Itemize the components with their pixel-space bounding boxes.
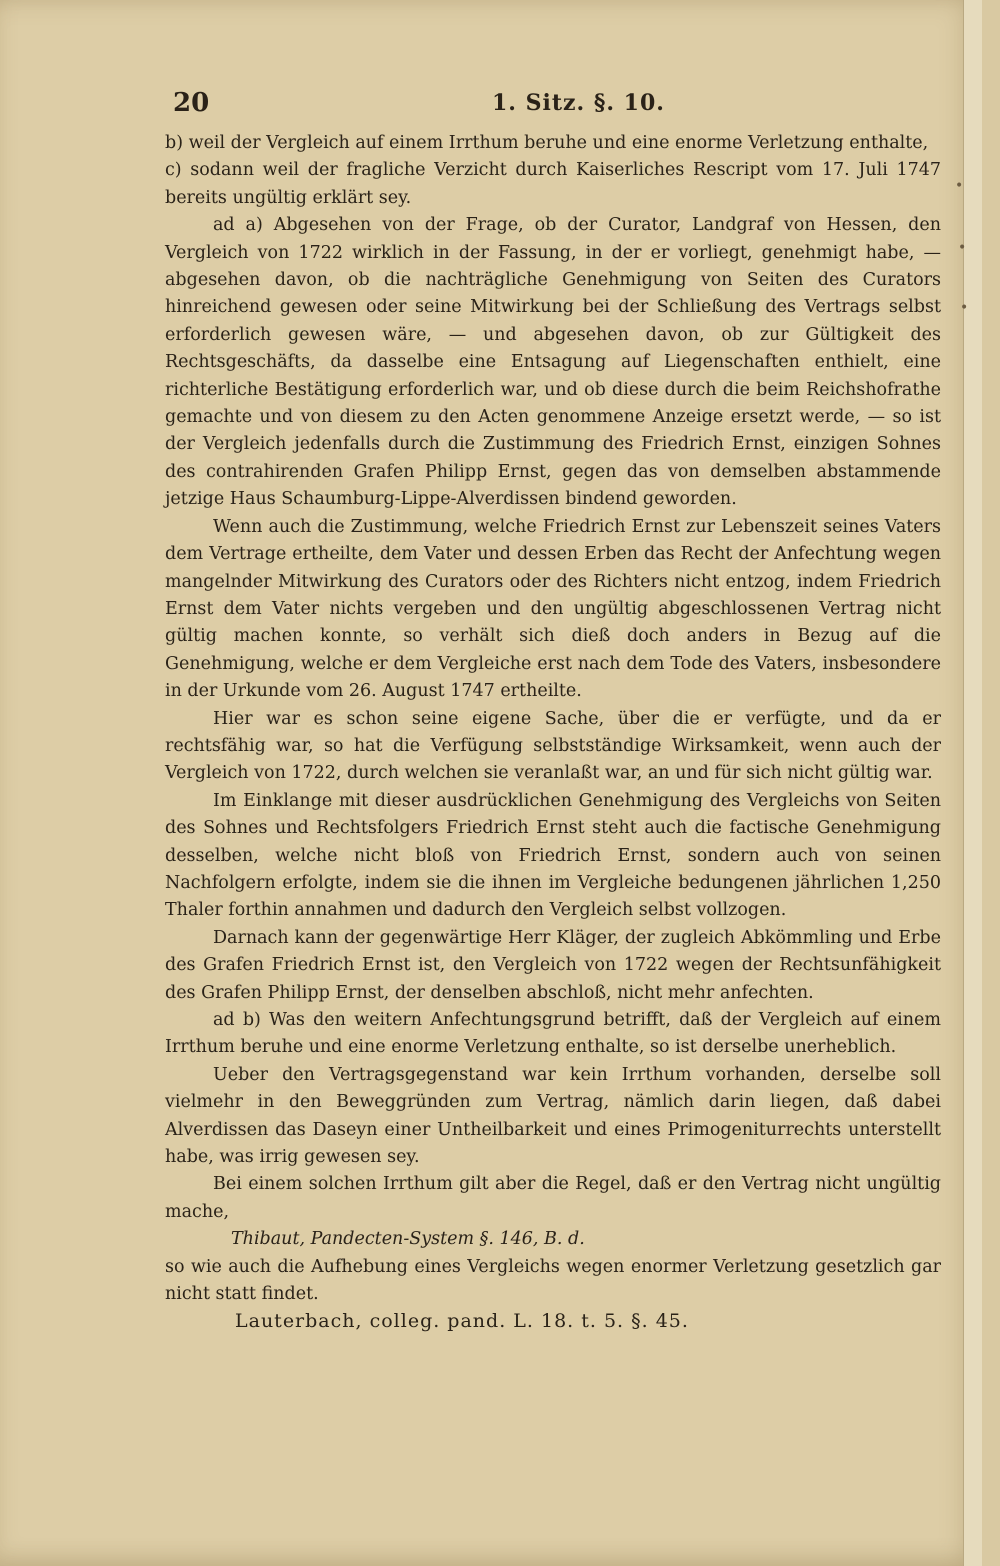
- page-header: [0, 88, 982, 128]
- page-number: 20: [173, 88, 210, 118]
- citation-lauterbach: Lauterbach, colleg. pand. L. 18. t. 5. §. 45.: [235, 1310, 689, 1333]
- paragraph-ad-b: ad b) Was den weitern Anfechtungsgrund betrifft, daß der Vergleich auf einem Irrthum beruhe und eine enorme Verletzung enthalte, so ist derselbe unerheblich.: [165, 1010, 941, 1058]
- running-title: 1. Sitz. §. 10.: [492, 90, 665, 116]
- paragraph: Darnach kann der gegenwärtige Herr Kläger, der zugleich Abkömmling und Erbe des Grafen Friedrich Ernst ist, den Vergleich von 1722 wegen der Rechtsunfähigkeit des Grafen Philipp Ernst, der denselben abschloß, nicht mehr anfechten.: [165, 927, 941, 1003]
- margin-mark: •: [958, 240, 967, 256]
- paragraph: Wenn auch die Zustimmung, welche Friedrich Ernst zur Lebenszeit seines Vaters dem Vertrage ertheilte, dem Vater und dessen Erben das Recht der Anfechtung wegen mangelnder Mitwirkung des Curators oder des Richters nicht entzog, indem Friedrich Ernst dem Vater nichts vergeben und den ungültig abgeschlossenen Vertrag nicht gültig machen konnte, so verhält sich dieß doch anders in Bezug auf die Genehmigung, welche er dem Vergleiche erst nach dem Tode des Vaters, insbesondere in der Urkunde vom 26. August 1747 ertheilte.: [165, 516, 941, 702]
- body-text: [165, 130, 941, 1336]
- paragraph-c: c) sodann weil der fragliche Verzicht durch Kaiserliches Rescript vom 17. Juli 1747 bereits ungültig erklärt sey.: [165, 160, 941, 208]
- paragraph: Ueber den Vertragsgegenstand war kein Irrthum vorhanden, derselbe soll vielmehr in den Beweggründen zum Vertrag, nämlich darin liegen, daß dabei Alverdissen das Daseyn einer Untheilbarkeit und eines Primogeniturrechts unterstellt habe, was irrig gewesen sey.: [165, 1064, 941, 1168]
- paragraph: so wie auch die Aufhebung eines Vergleichs wegen enormer Verletzung gesetzlich gar nicht statt findet.: [165, 1256, 941, 1305]
- margin-mark: •: [960, 300, 969, 316]
- citation-thibaut: Thibaut, Pandecten-System §. 146, B. d.: [231, 1229, 585, 1250]
- paragraph: Im Einklange mit dieser ausdrücklichen Genehmigung des Vergleichs von Seiten des Sohnes und Rechtsfolgers Friedrich Ernst steht auch die factische Genehmigung desselben, welche nicht bloß von Friedrich Ernst, sondern auch von seinen Nachfolgern erfolgte, indem sie die ihnen im Vergleiche bedungenen jährlichen 1,250 Thaler forthin annahmen und dadurch den Vergleich selbst vollzogen.: [165, 790, 941, 921]
- page-edge: [963, 0, 982, 1566]
- margin-mark: •: [955, 178, 964, 194]
- paragraph: Bei einem solchen Irrthum gilt aber die Regel, daß er den Vertrag nicht ungültig mache,: [165, 1174, 941, 1222]
- paragraph: Hier war es schon seine eigene Sache, über die er verfügte, und da er rechtsfähig war, so hat die Verfügung selbstständige Wirksamkeit, wenn auch der Vergleich von 1722, durch welchen sie veranlaßt war, an und für sich nicht gültig war.: [165, 708, 941, 784]
- paragraph-b: b) weil der Vergleich auf einem Irrthum beruhe und eine enorme Verletzung enthalte,: [165, 133, 929, 153]
- paragraph-ad-a: ad a) Abgesehen von der Frage, ob der Curator, Landgraf von Hessen, den Vergleich von 1722 wirklich in der Fassung, in der er vorliegt, genehmigt habe, — abgesehen davon, ob die nachträgliche Genehmigung von Seiten des Curators hinreichend gewesen oder seine Mitwirkung bei der Schließung des Vertrags selbst erforderlich gewesen wäre, — und abgesehen davon, ob zur Gültigkeit des Rechtsgeschäfts, da dasselbe eine Entsagung auf Liegenschaften enthielt, eine richterliche Bestätigung erforderlich war, und ob diese durch die beim Reichshofrathe gemachte und von diesem zu den Acten genommene Anzeige ersetzt werde, — so ist der Vergleich jedenfalls durch die Zustimmung des Friedrich Ernst, einzigen Sohnes des contrahirenden Grafen Philipp Ernst, gegen das von demselben abstammende jetzige Haus Schaumburg-Lippe-Alverdissen bindend geworden.: [165, 215, 941, 510]
